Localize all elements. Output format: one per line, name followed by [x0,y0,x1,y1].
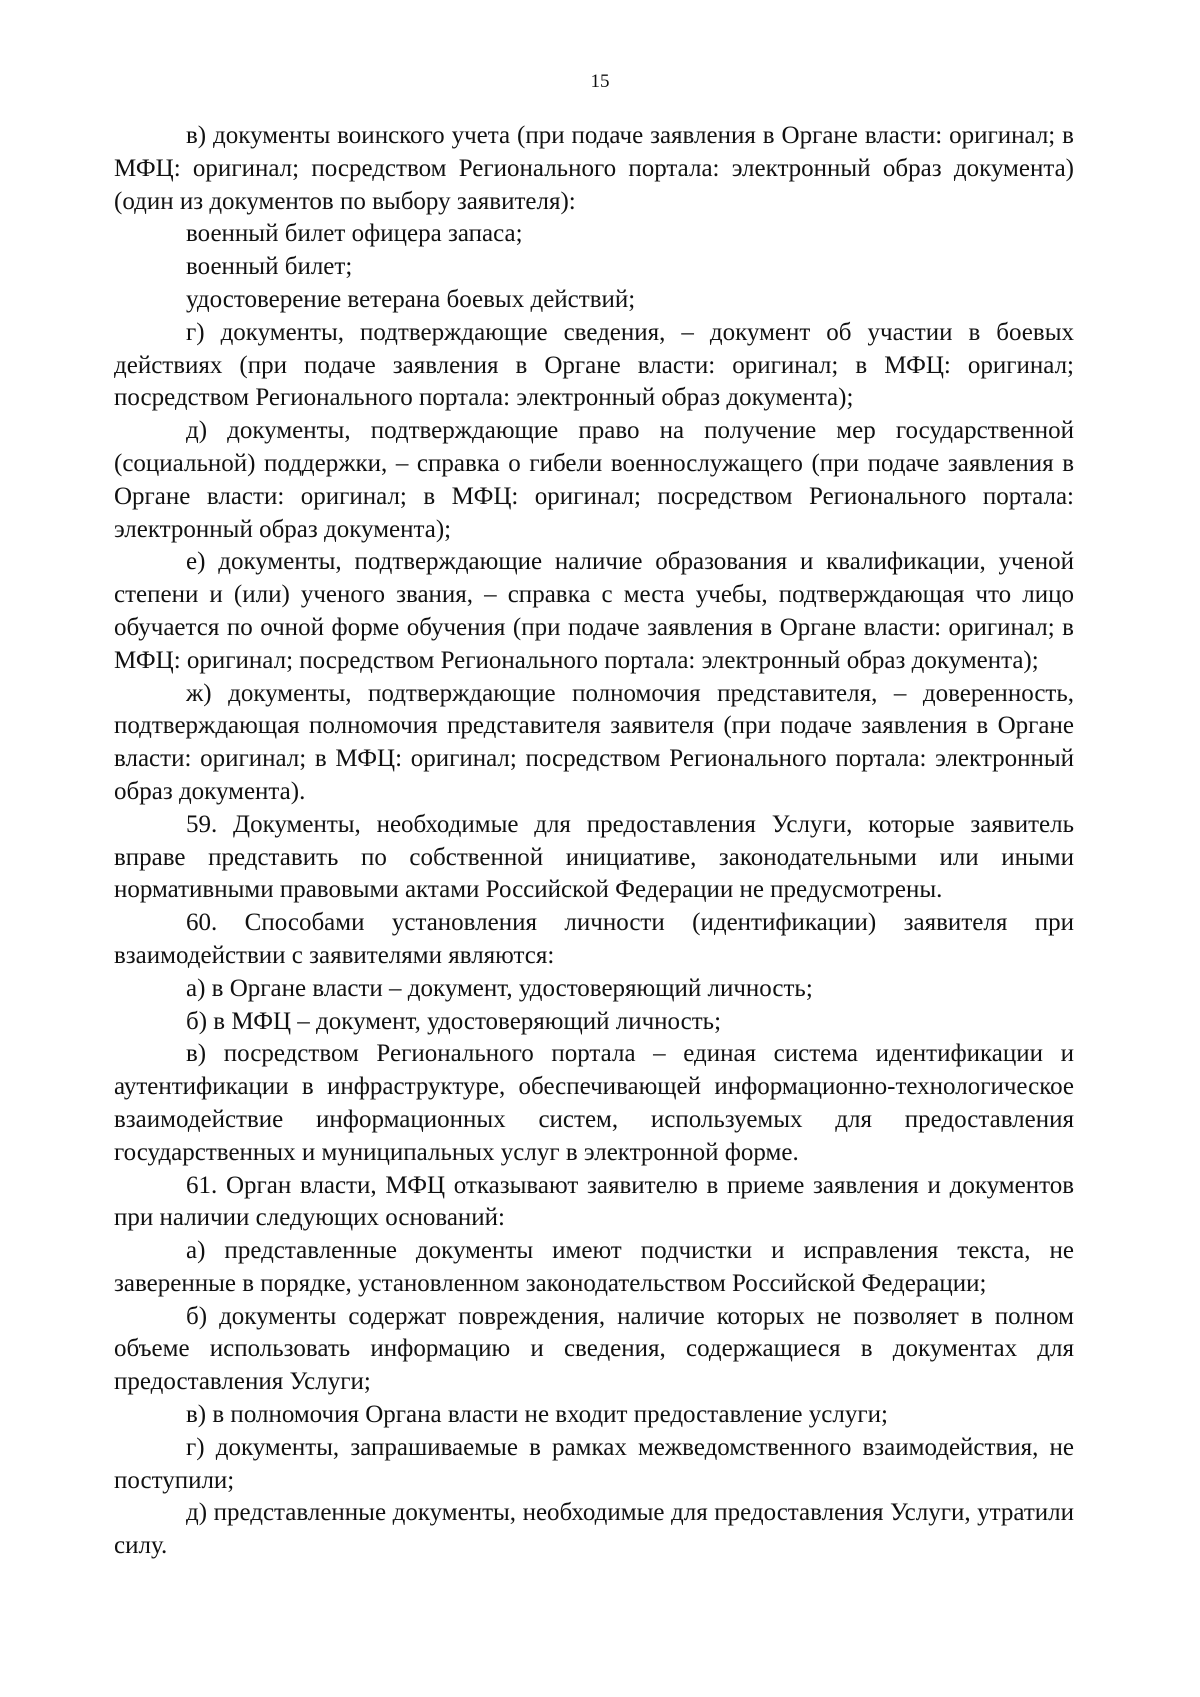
paragraph: б) в МФЦ – документ, удостоверяющий личность; [186,1007,722,1035]
paragraph: г) документы, запрашиваемые в рамках межведомственного взаимодействия, не поступили; [114,1433,1074,1494]
paragraph: е) документы, подтверждающие наличие образования и квалификации, ученой степени и (или) ученого звания, – справка с места учебы, подтверждающая что лицо обучается по очной форме обучения (при подаче заявления в Органе власти: оригинал; в МФЦ: оригинал; посредством Регионального портала: электронный образ документа); [114,548,1074,674]
paragraph: удостоверение ветерана боевых действий; [186,285,636,313]
paragraph: д) документы, подтверждающие право на получение мер государственной (социальной) поддержки, – справка о гибели военнослужащего (при подаче заявления в Органе власти: оригинал; в МФЦ: оригинал; посредством Регионального портала: электронный образ документа); [114,417,1074,543]
paragraph: 60. Способами установления личности (идентификации) заявителя при взаимодействии с заявителями являются: [114,909,1074,969]
paragraph: в) документы воинского учета (при подаче заявления в Органе власти: оригинал; в МФЦ: оригинал; посредством Регионального портала: электронный образ документа) (один из документов по выбору заявителя): [114,122,1074,215]
page-number: 15 [590,71,610,92]
paragraph: 61. Орган власти, МФЦ отказывают заявителю в приеме заявления и документов при наличии следующих оснований: [114,1171,1074,1232]
paragraph: ж) документы, подтверждающие полномочия представителя, – доверенность, подтверждающая полномочия представителя заявителя (при подаче заявления в Органе власти: оригинал; в МФЦ: оригинал; посредством Регионального портала: электронный образ документа). [114,679,1074,805]
paragraph: в) в полномочия Органа власти не входит предоставление услуги; [186,1401,888,1429]
paragraph: 59. Документы, необходимые для предоставления Услуги, которые заявитель вправе представить по собственной инициативе, законодательными или иными нормативными правовыми актами Российской Федерации не предусмотрены. [114,810,1074,904]
paragraph: б) документы содержат повреждения, наличие которых не позволяет в полном объеме использовать информацию и сведения, содержащиеся в документах для предоставления Услуги; [114,1302,1074,1396]
paragraph: военный билет офицера запаса; [186,220,523,248]
paragraph: а) представленные документы имеют подчистки и исправления текста, не заверенные в порядке, установленном законодательством Российской Федерации; [114,1237,1074,1297]
paragraph: в) посредством Регионального портала – единая система идентификации и аутентификации в инфраструктуре, обеспечивающей информационно-технологическое взаимодействие информационных систем, используемых для предоставления государственных и муниципальных услуг в электронной форме. [114,1040,1074,1166]
paragraph: д) представленные документы, необходимые для предоставления Услуги, утратили силу. [114,1499,1074,1560]
paragraph: г) документы, подтверждающие сведения, – документ об участии в боевых действиях (при подаче заявления в Органе власти: оригинал; в МФЦ: оригинал; посредством Регионального портала: электронный образ документа); [114,318,1074,412]
paragraph: военный билет; [186,253,353,281]
paragraph: а) в Органе власти – документ, удостоверяющий личность; [186,974,813,1002]
document-body [114,120,1074,1563]
